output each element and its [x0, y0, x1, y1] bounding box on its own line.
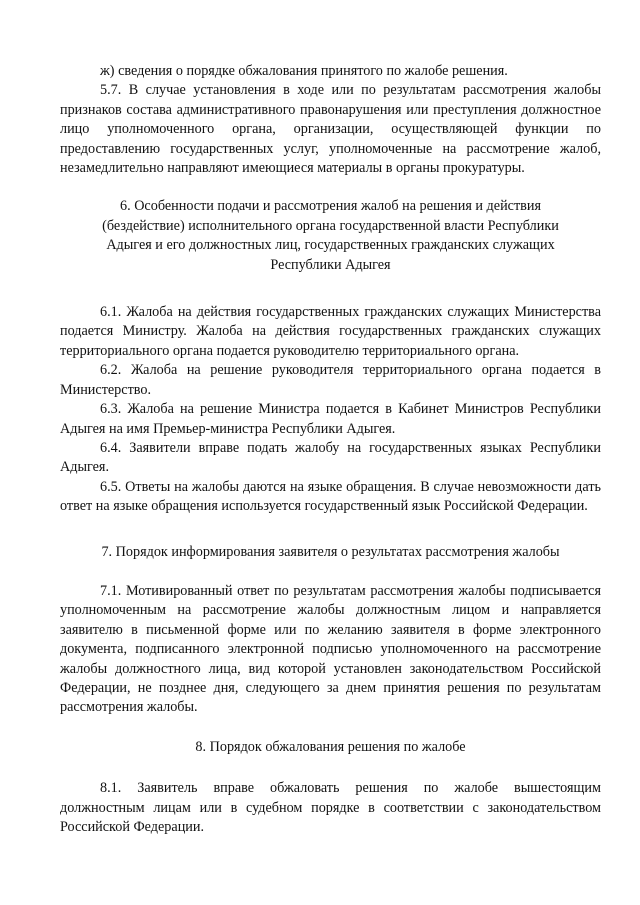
paragraph-6-1: 6.1. Жалоба на действия государственных гражданских служащих Министерства подается Министру. Жалоба на действия государственных гражданских служащих территориального органа подается руководителю территориального органа. [60, 304, 601, 359]
section-6-heading [60, 197, 601, 275]
spacer [60, 718, 601, 738]
paragraph-6-4: 6.4. Заявители вправе подать жалобу на государственных языках Республики Адыгея. [60, 439, 601, 476]
spacer [60, 517, 601, 543]
section-7-title: 7. Порядок информирования заявителя о результатах рассмотрения жалобы [101, 543, 560, 560]
paragraph-7-1: 7.1. Мотивированный ответ по результатам рассмотрения жалобы подписывается уполномоченным на рассмотрение жалобы должностным лицом и направляется заявителю в письменной форме или по желанию заявителя в форме электронного документа, подписанного электронной подписью уполномоченного на рассмотрение жалобы должностного лица, вид которой установлен законодательством Российской Федерации, не позднее дня, следующего за днем принятия решения по результатам рассмотрения жалобы. [60, 582, 601, 716]
spacer [60, 275, 601, 303]
paragraph-5-7: 5.7. В случае установления в ходе или по результатам рассмотрения жалобы признаков состава административного правонарушения или преступления должностное лицо уполномоченного органа, организации, осуществляющей функции по предоставлению государственных услуг, уполномоченные на рассмотрение жалоб, незамедлительно направляют имеющиеся материалы в органы прокуратуры. [60, 82, 601, 177]
paragraph-6-5: 6.5. Ответы на жалобы даются на языке обращения. В случае невозможности дать ответ на языке обращения используется государственный язык Российской Федерации. [60, 478, 601, 515]
section-6-title-line-2: (бездействие) исполнительного органа государственной власти Республики [102, 217, 559, 234]
paragraph-8-1: 8.1. Заявитель вправе обжаловать решения по жалобе вышестоящим должностным лицам или в судебном порядке в соответствии с законодательством Российской Федерации. [60, 780, 601, 835]
section-6-title-line-3: Адыгея и его должностных лиц, государственных гражданских служащих [106, 237, 555, 254]
paragraph-6-2: 6.2. Жалоба на решение руководителя территориального органа подается в Министерство. [60, 362, 601, 398]
paragraph-item-zh: ж) сведения о порядке обжалования принятого по жалобе решения. [100, 63, 508, 79]
spacer [60, 757, 601, 779]
section-6-title-line-4: Республики Адыгея [270, 256, 391, 273]
section-6-title-line-1: 6. Особенности подачи и рассмотрения жалоб на решения и действия [120, 198, 541, 215]
spacer [60, 178, 601, 197]
spacer [60, 562, 601, 582]
section-8-title: 8. Порядок обжалования решения по жалобе [195, 738, 466, 755]
paragraph-6-3: 6.3. Жалоба на решение Министра подается в Кабинет Министров Республики Адыгея на имя Премьер-министра Республики Адыгея. [60, 401, 601, 437]
document-body [60, 62, 601, 837]
